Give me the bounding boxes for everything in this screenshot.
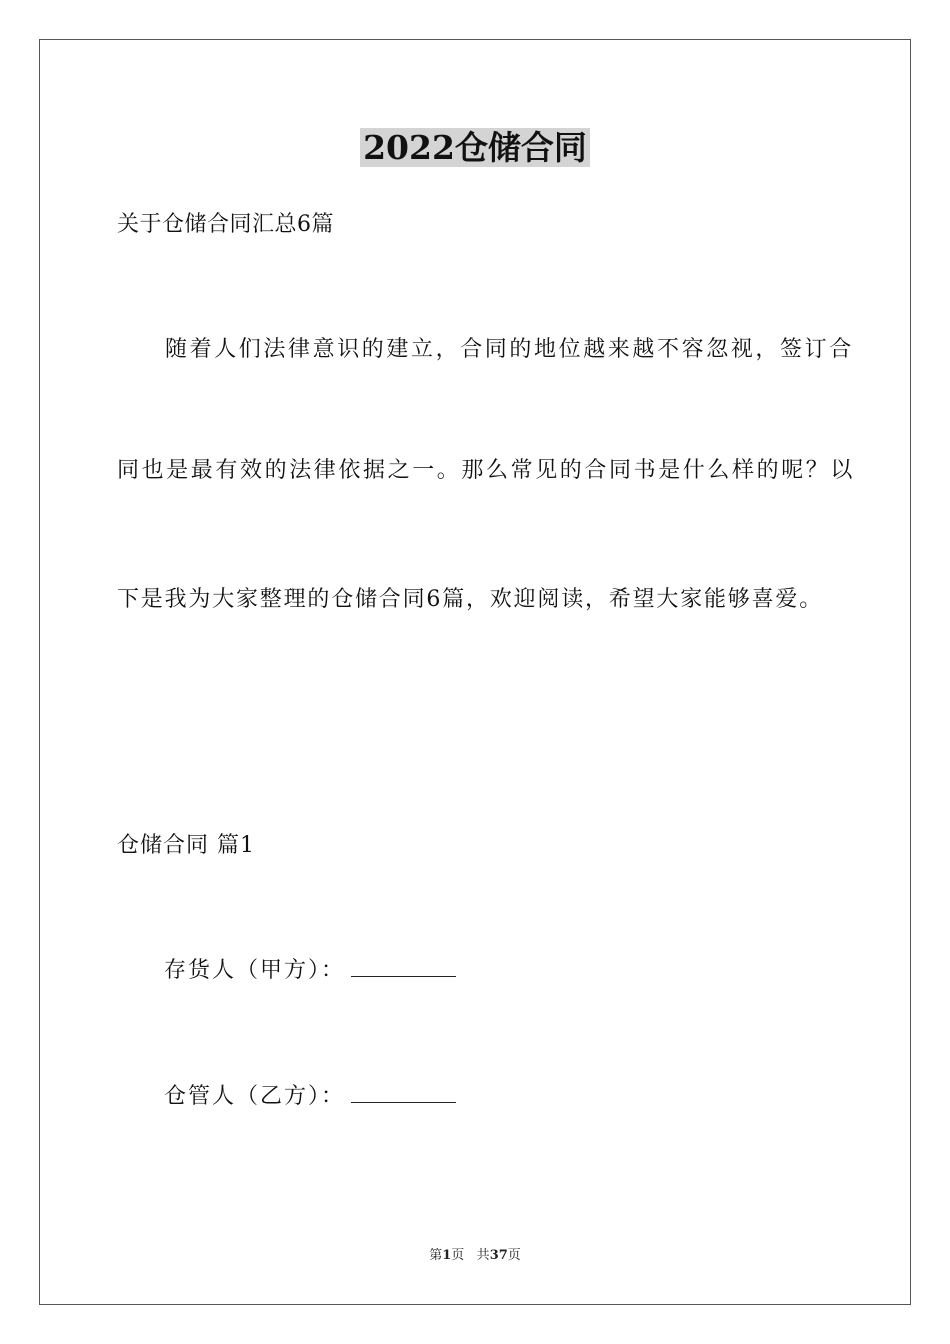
warehouse-keeper-blank-line [351,1082,456,1103]
intro-line-1: 随着人们法律意识的建立，合同的地位越来越不容忽视，签订合 [165,337,854,362]
depositor-label: 存货人（甲方）： [164,958,346,983]
intro-line-3: 下是我为大家整理的仓储合同6篇，欢迎阅读，希望大家能够喜爱。 [117,587,823,612]
footer-total-pages: 37 [489,1248,508,1263]
section-heading: 仓储合同 篇1 [117,833,255,858]
document-subtitle: 关于仓储合同汇总6篇 [117,212,334,237]
footer-total-prefix: 共 [476,1248,490,1263]
footer-page-prefix: 第 [429,1248,443,1263]
depositor-blank-line [351,956,456,977]
depositor-field [164,956,456,986]
warehouse-keeper-field [164,1082,456,1112]
warehouse-keeper-label: 仓管人（乙方）： [164,1084,346,1109]
document-title-text: 2022仓储合同 [360,128,590,167]
footer-page-suffix: 页 [451,1248,465,1263]
footer-total-suffix: 页 [507,1248,521,1263]
document-title [0,126,950,170]
intro-line-2: 同也是最有效的法律依据之一。那么常见的合同书是什么样的呢？以 [117,458,856,483]
footer-page-number: 1 [442,1248,452,1263]
page-footer [0,1247,950,1265]
